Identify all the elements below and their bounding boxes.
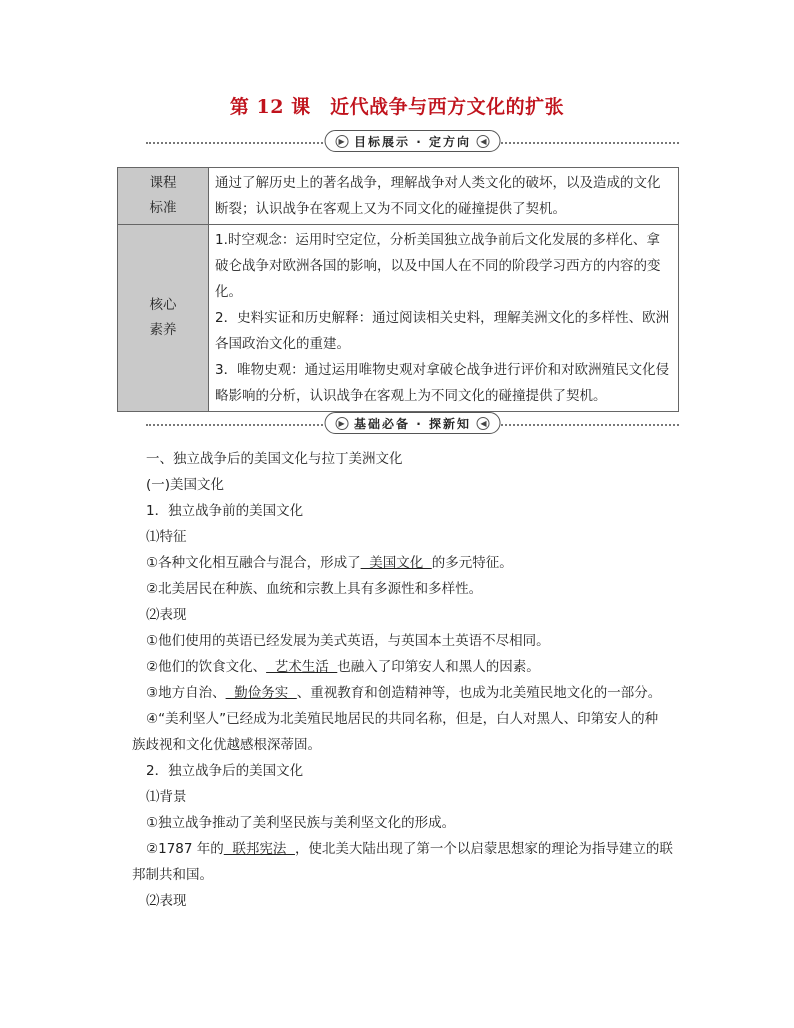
standard-content: 通过了解历史上的著名战争，理解战争对人类文化的破坏，以及造成的文化断裂；认识战争在客观上又为不同文化的碰撞提供了契机。 [209, 168, 679, 225]
play-arrow-left-icon: ◀ [477, 135, 490, 148]
paragraph: ②北美居民在种族、血统和宗教上具有多源性和多样性。 [146, 581, 483, 597]
standard-label: 课程 标准 [118, 168, 209, 225]
paragraph: ②他们的饮食文化、 艺术生活 也融入了印第安人和黑人的因素。 [146, 659, 540, 675]
fill-blank: 艺术生活 [266, 659, 338, 675]
section-banner-goals [146, 128, 679, 152]
paragraph: ②1787 年的 联邦宪法 ，使北美大陆出现了第一个以启蒙思想家的理论为指导建立的联 [146, 841, 673, 857]
paragraph: ④“美利坚人”已经成为北美殖民地居民的共同名称，但是，白人对黑人、印第安人的种 [146, 711, 659, 727]
banner-text: 目标展示 · 定方向 [354, 134, 471, 149]
core-content [209, 225, 679, 412]
banner-pill [324, 130, 501, 152]
banner-pill [324, 412, 501, 434]
paragraph: ①独立战争推动了美利坚民族与美利坚文化的形成。 [146, 815, 456, 831]
core-item-3: 3．唯物史观：通过运用唯物史观对拿破仑战争进行评价和对欧洲殖民文化侵略影响的分析，认识战争在客观上为不同文化的碰撞提供了契机。 [215, 362, 670, 404]
core-item-1: 1.时空观念：运用时空定位，分析美国独立战争前后文化发展的多样化、拿破仑战争对欧洲各国的影响，以及中国人在不同的阶段学习西方的内容的变化。 [215, 232, 661, 300]
paragraph-cont: 族歧视和文化优越感根深蒂固。 [132, 737, 321, 753]
heading-6: 2．独立战争后的美国文化 [146, 763, 304, 779]
table-row-standard [118, 168, 679, 225]
heading-5: ⑵表现 [146, 607, 187, 623]
section-banner-basics [146, 410, 679, 434]
fill-blank: 联邦宪法 [223, 841, 295, 857]
heading-3: 1．独立战争前的美国文化 [146, 503, 304, 519]
lesson-title: 第 12 课 近代战争与西方文化的扩张 [229, 96, 565, 118]
table-row-core [118, 225, 679, 412]
paragraph-cont: 邦制共和国。 [132, 867, 213, 883]
heading-1: 一、独立战争后的美国文化与拉丁美洲文化 [146, 451, 403, 467]
heading-4: ⑴特征 [146, 529, 187, 545]
core-item-2: 2．史料实证和历史解释：通过阅读相关史料，理解美洲文化的多样性、欧洲各国政治文化的重建。 [215, 310, 670, 352]
heading-8: ⑵表现 [146, 893, 187, 909]
core-label: 核心 素养 [118, 225, 209, 412]
paragraph: ①他们使用的英语已经发展为美式英语，与英国本土英语不尽相同。 [146, 633, 550, 649]
heading-2: (一)美国文化 [146, 477, 225, 493]
paragraph: ①各种文化相互融合与混合，形成了 美国文化 的多元特征。 [146, 555, 513, 571]
fill-blank: 美国文化 [360, 555, 432, 571]
banner-text: 基础必备 · 探新知 [354, 416, 471, 431]
objectives-table [117, 167, 679, 412]
paragraph: ③地方自治、 勤俭务实 、重视教育和创造精神等，也成为北美殖民地文化的一部分。 [146, 685, 662, 701]
fill-blank: 勤俭务实 [225, 685, 297, 701]
heading-7: ⑴背景 [146, 789, 187, 805]
body-text [132, 446, 680, 914]
play-arrow-icon: ▶ [335, 135, 348, 148]
play-arrow-icon: ▶ [335, 417, 348, 430]
play-arrow-left-icon: ◀ [477, 417, 490, 430]
